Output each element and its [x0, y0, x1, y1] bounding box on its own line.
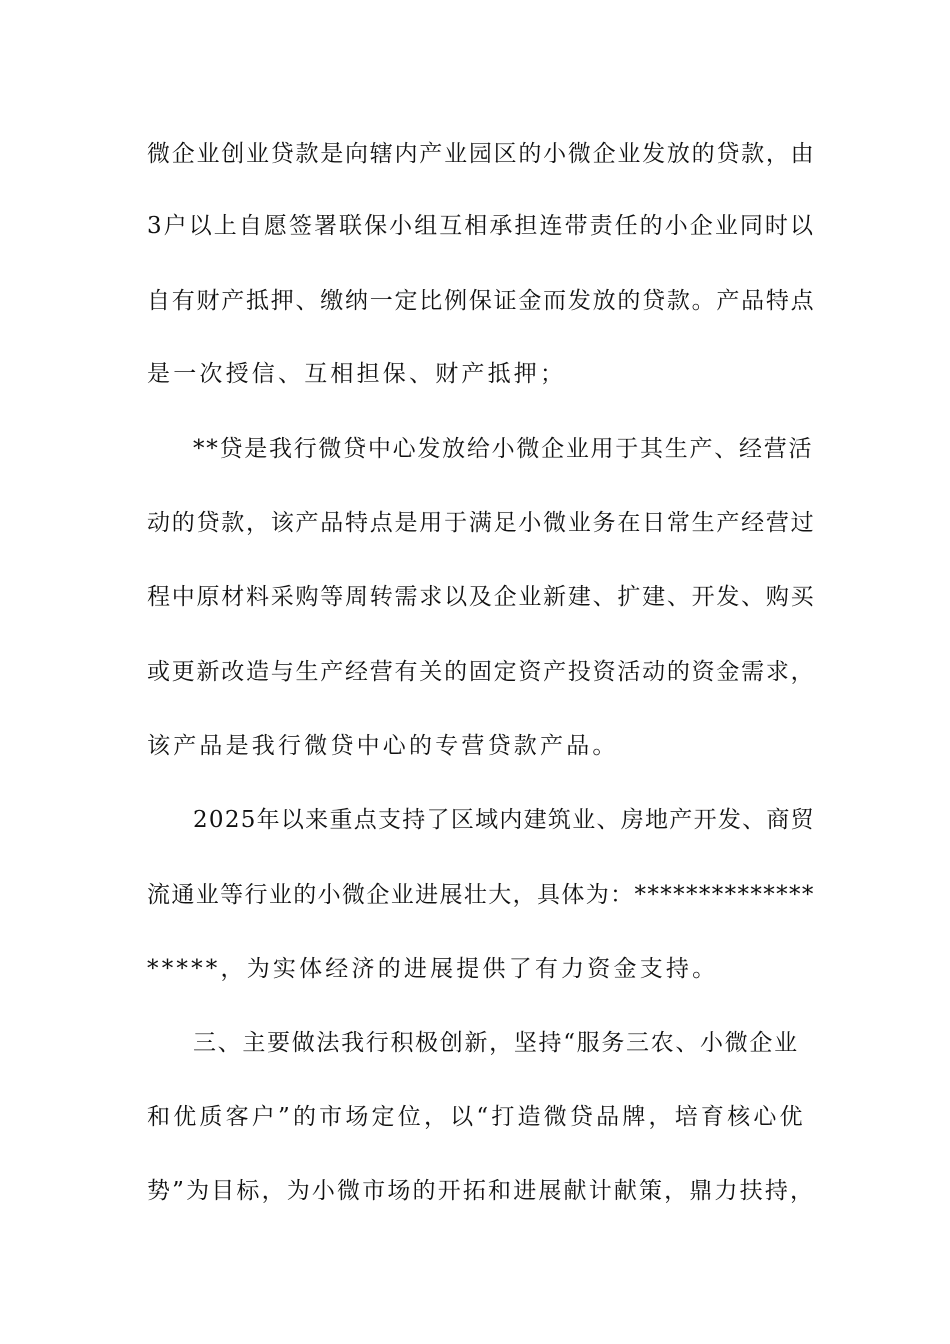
text-line-12: *****，为实体经济的进展提供了有力资金支持。: [147, 956, 719, 982]
text-line-1: 微企业创业贷款是向辖内产业园区的小微企业发放的贷款，由: [147, 141, 816, 167]
text-line-3: 自有财产抵押、缴纳一定比例保证金而发放的贷款。产品特点: [147, 288, 816, 314]
text-line-15: 势”为目标，为小微市场的开拓和进展献计献策，鼎力扶持，: [147, 1178, 816, 1204]
text-line-8: 或更新改造与生产经营有关的固定资产投资活动的资金需求，: [147, 659, 816, 685]
text-line-2: 3户以上自愿签署联保小组互相承担连带责任的小企业同时以: [147, 213, 816, 239]
text-line-7: 程中原材料采购等周转需求以及企业新建、扩建、开发、购买: [147, 584, 816, 610]
text-line-10: 2025年以来重点支持了区域内建筑业、房地产开发、商贸: [193, 807, 815, 833]
text-line-4: 是一次授信、互相担保、财产抵押；: [147, 361, 567, 387]
text-line-13: 三、主要做法我行积极创新，坚持“服务三农、小微企业: [193, 1030, 799, 1056]
text-line-6: 动的贷款，该产品特点是用于满足小微业务在日常生产经营过: [147, 510, 816, 536]
text-line-14: 和优质客户”的市场定位，以“打造微贷品牌，培育核心优: [147, 1104, 806, 1130]
text-line-9: 该产品是我行微贷中心的专营贷款产品。: [147, 733, 619, 759]
text-line-5: **贷是我行微贷中心发放给小微企业用于其生产、经营活: [193, 436, 814, 462]
text-line-11: 流通业等行业的小微企业进展壮大，具体为：**************: [147, 882, 815, 908]
